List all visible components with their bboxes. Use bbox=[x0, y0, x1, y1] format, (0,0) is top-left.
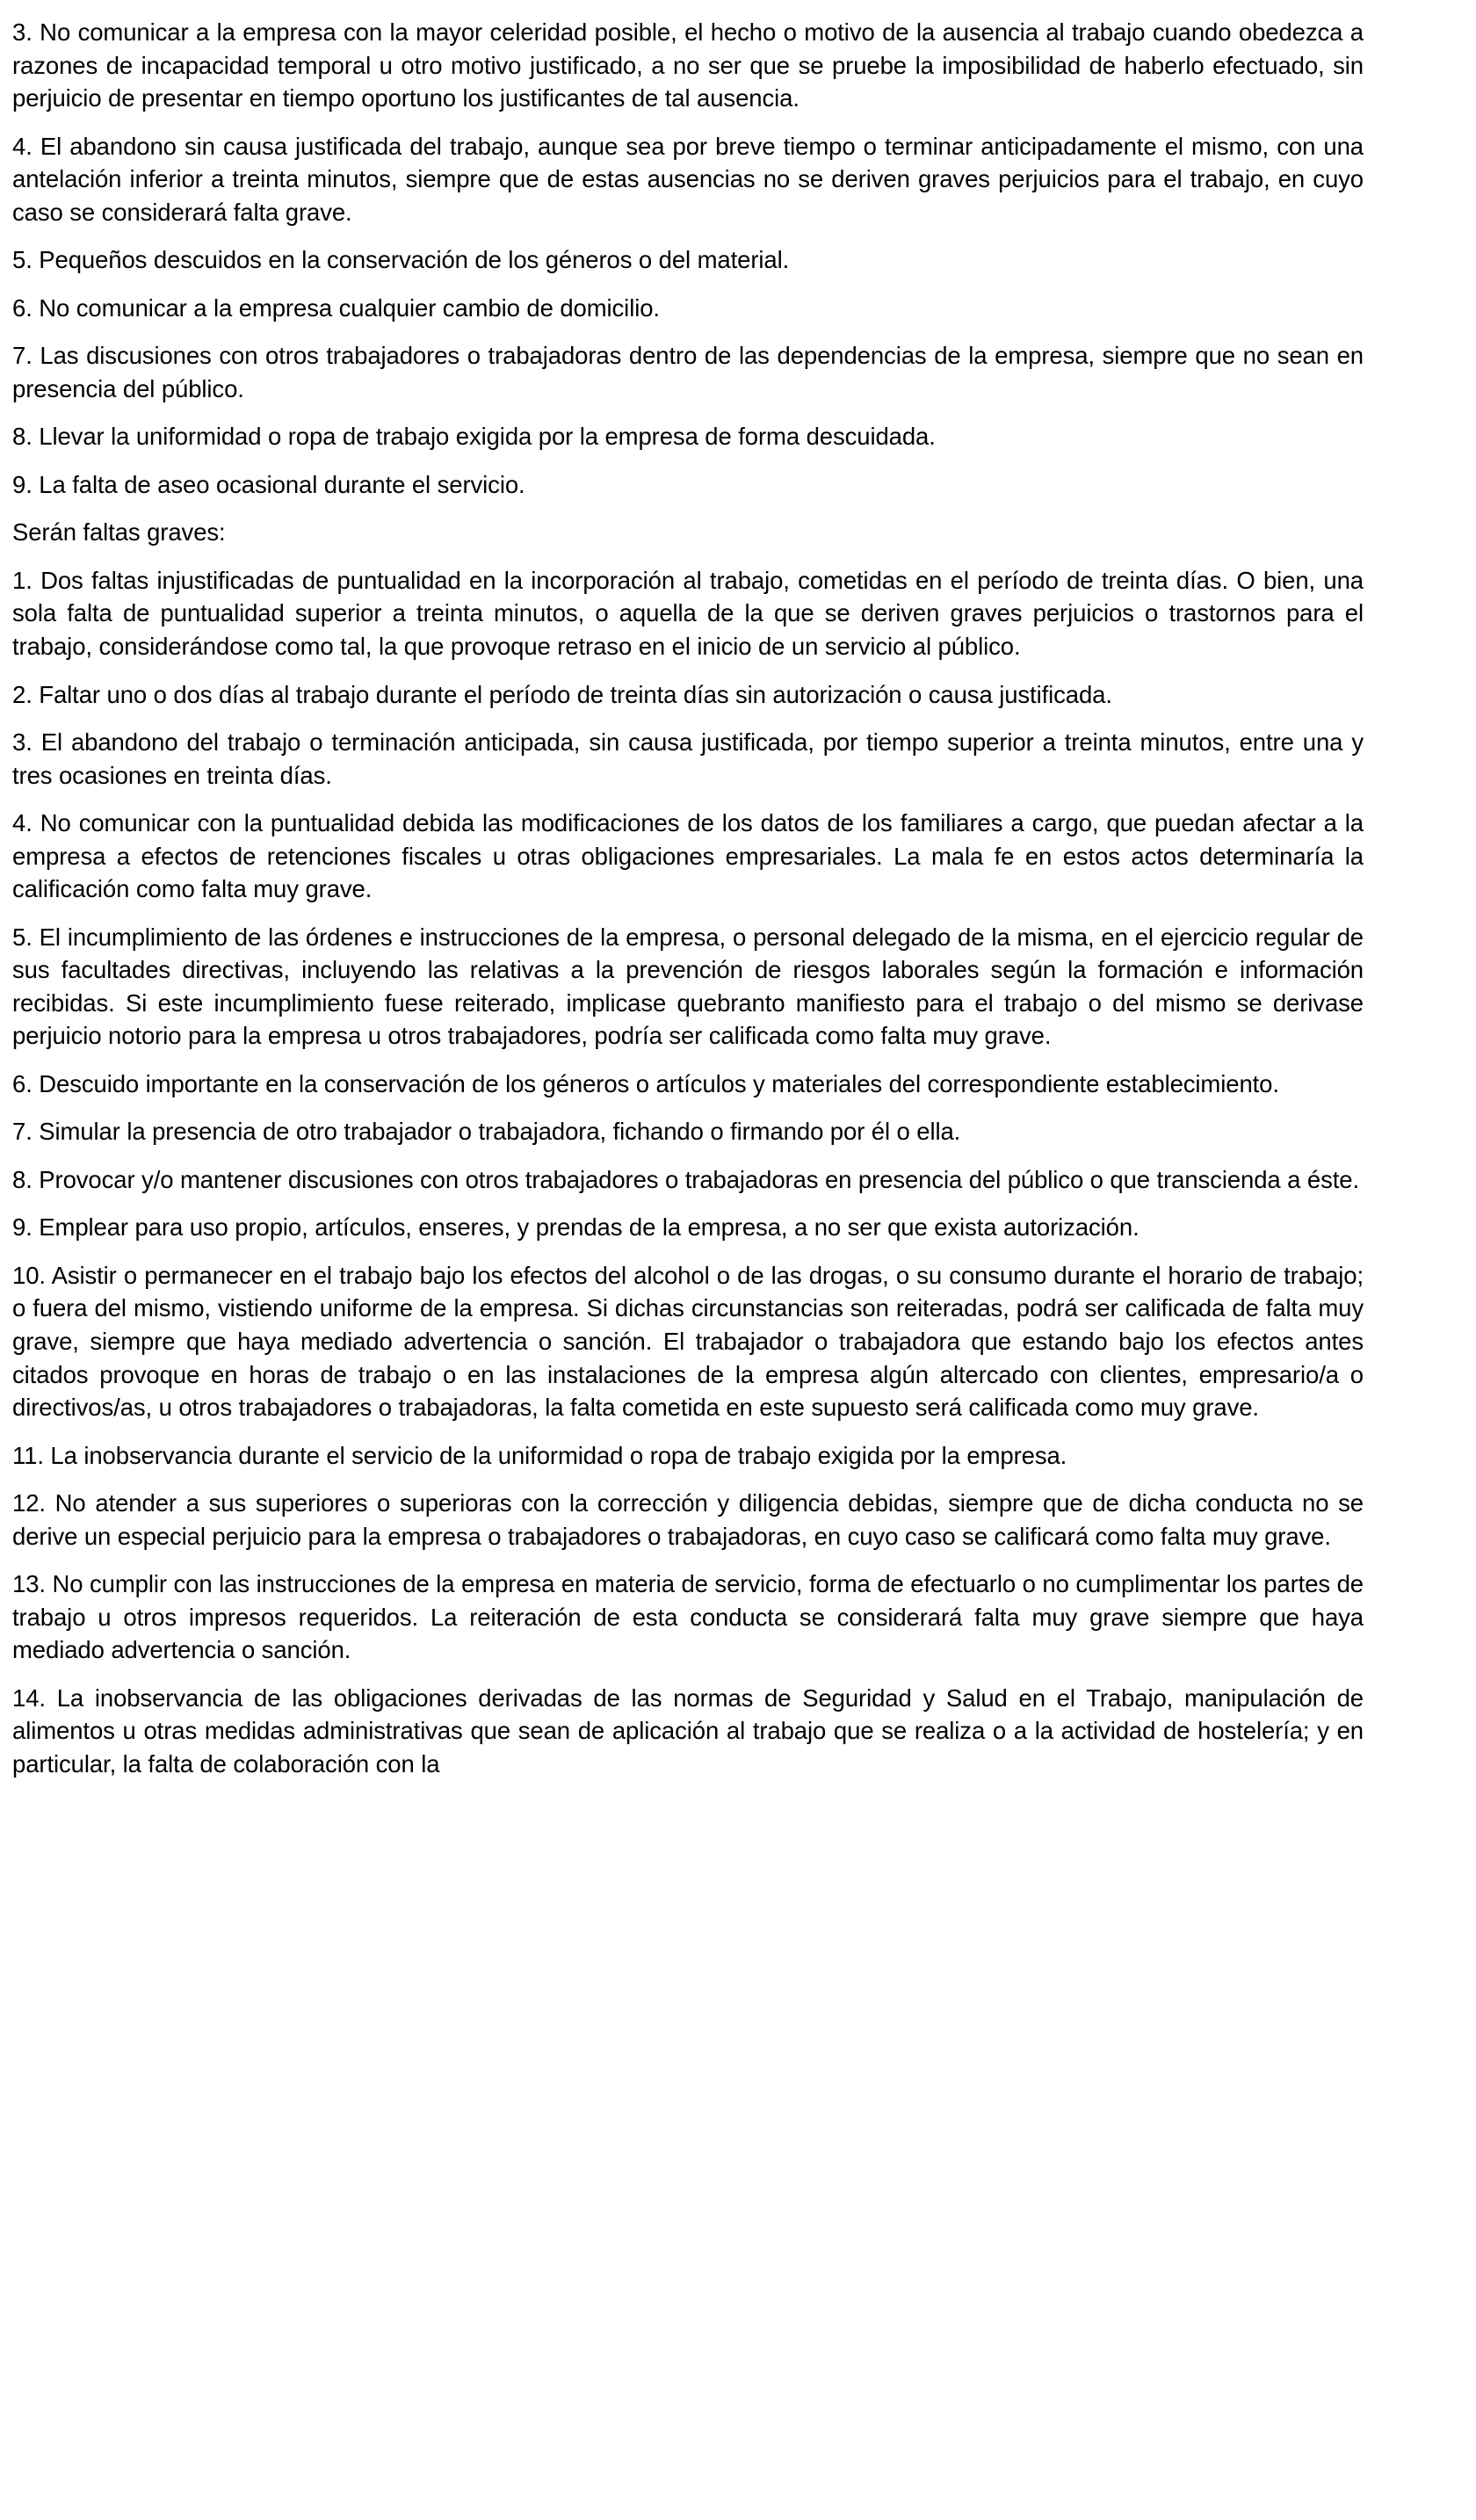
paragraph-graves-7: 7. Simular la presencia de otro trabajador o trabajadora, fichando o firmando por él o ella. bbox=[12, 1118, 961, 1146]
paragraph-leves-8: 8. Llevar la uniformidad o ropa de trabajo exigida por la empresa de forma descuidada. bbox=[12, 423, 936, 451]
paragraph-graves-4: 4. No comunicar con la puntualidad debida las modificaciones de los datos de los familiares a cargo, que puedan afectar a la empresa a efectos de retenciones fiscales u otras obligaciones empresariales. La mala fe en estos actos determinaría la calificación como falta muy grave. bbox=[12, 809, 1364, 903]
paragraph-graves-14: 14. La inobservancia de las obligaciones derivadas de las normas de Seguridad y Salud en el Trabajo, manipulación de alimentos u otras medidas administrativas que sean de aplicación al trabajo que se realiza o a la actividad de hostelería; y en particular, la falta de colaboración con la bbox=[12, 1684, 1364, 1778]
paragraph-heading-graves: Serán faltas graves: bbox=[12, 518, 226, 547]
paragraph-graves-13: 13. No cumplir con las instrucciones de la empresa en materia de servicio, forma de efectuarlo o no cumplimentar los partes de trabajo u otros impresos requeridos. La reiteración de esta conducta se considerará falta muy grave siempre que haya mediado advertencia o sanción. bbox=[12, 1570, 1364, 1664]
paragraph-leves-5: 5. Pequeños descuidos en la conservación de los géneros o del material. bbox=[12, 246, 790, 274]
paragraph-leves-7: 7. Las discusiones con otros trabajadores o trabajadoras dentro de las dependencias de la empresa, siempre que no sean en presencia del público. bbox=[12, 342, 1364, 402]
paragraph-graves-2: 2. Faltar uno o dos días al trabajo durante el período de treinta días sin autorización o causa justificada. bbox=[12, 680, 1112, 708]
paragraph-leves-6: 6. No comunicar a la empresa cualquier cambio de domicilio. bbox=[12, 293, 660, 322]
paragraph-leves-4: 4. El abandono sin causa justificada del trabajo, aunque sea por breve tiempo o terminar anticipadamente el mismo, con una antelación inferior a treinta minutos, siempre que de estas ausencias no se deriven graves perjuicios para el trabajo, en cuyo caso se considerará falta grave. bbox=[12, 132, 1364, 226]
document-body bbox=[12, 16, 1364, 1780]
paragraph-graves-8: 8. Provocar y/o mantener discusiones con otros trabajadores o trabajadoras en presencia del público o que transcienda a éste. bbox=[12, 1165, 1360, 1193]
paragraph-leves-9: 9. La falta de aseo ocasional durante el servicio. bbox=[12, 470, 525, 498]
paragraph-graves-11: 11. La inobservancia durante el servicio de la uniformidad o ropa de trabajo exigida por la empresa. bbox=[12, 1441, 1067, 1469]
paragraph-graves-12: 12. No atender a sus superiores o superioras con la corrección y diligencia debidas, siempre que de dicha conducta no se derive un especial perjuicio para la empresa o trabajadores o trabajadoras, en cuyo caso se calificará como falta muy grave. bbox=[12, 1489, 1364, 1550]
paragraph-graves-1: 1. Dos faltas injustificadas de puntualidad en la incorporación al trabajo, cometidas en el período de treinta días. O bien, una sola falta de puntualidad superior a treinta minutos, o aquella de la que se deriven graves perjuicios o trastornos para el trabajo, considerándose como tal, la que provoque retraso en el inicio de un servicio al público. bbox=[12, 566, 1364, 660]
paragraph-graves-3: 3. El abandono del trabajo o terminación anticipada, sin causa justificada, por tiempo superior a treinta minutos, entre una y tres ocasiones en treinta días. bbox=[12, 728, 1364, 789]
paragraph-leves-3: 3. No comunicar a la empresa con la mayor celeridad posible, el hecho o motivo de la ausencia al trabajo cuando obedezca a razones de incapacidad temporal u otro motivo justificado, a no ser que se pruebe la imposibilidad de haberlo efectuado, sin perjuicio de presentar en tiempo oportuno los justificantes de tal ausencia. bbox=[12, 18, 1364, 112]
paragraph-graves-9: 9. Emplear para uso propio, artículos, enseres, y prendas de la empresa, a no ser que exista autorización. bbox=[12, 1213, 1140, 1242]
paragraph-graves-6: 6. Descuido importante en la conservación de los géneros o artículos y materiales del correspondiente establecimiento. bbox=[12, 1069, 1279, 1097]
paragraph-graves-10: 10. Asistir o permanecer en el trabajo bajo los efectos del alcohol o de las drogas, o su consumo durante el horario de trabajo; o fuera del mismo, vistiendo uniforme de la empresa. Si dichas circunstancias son reiteradas, podrá ser calificada de falta muy grave, siempre que haya mediado advertencia o sanción. El trabajador o trabajadora que estando bajo los efectos antes citados provoque en horas de trabajo o en las instalaciones de la empresa algún altercado con clientes, empresario/a o directivos/as, u otros trabajadores o trabajadoras, la falta cometida en este supuesto será calificada como muy grave. bbox=[12, 1261, 1364, 1422]
paragraph-graves-5: 5. El incumplimiento de las órdenes e instrucciones de la empresa, o personal delegado de la misma, en el ejercicio regular de sus facultades directivas, incluyendo las relativas a la prevención de riesgos laborales según la formación e información recibidas. Si este incumplimiento fuese reiterado, implicase quebranto manifiesto para el trabajo o del mismo se derivase perjuicio notorio para la empresa u otros trabajadores, podría ser calificada como falta muy grave. bbox=[12, 923, 1364, 1050]
